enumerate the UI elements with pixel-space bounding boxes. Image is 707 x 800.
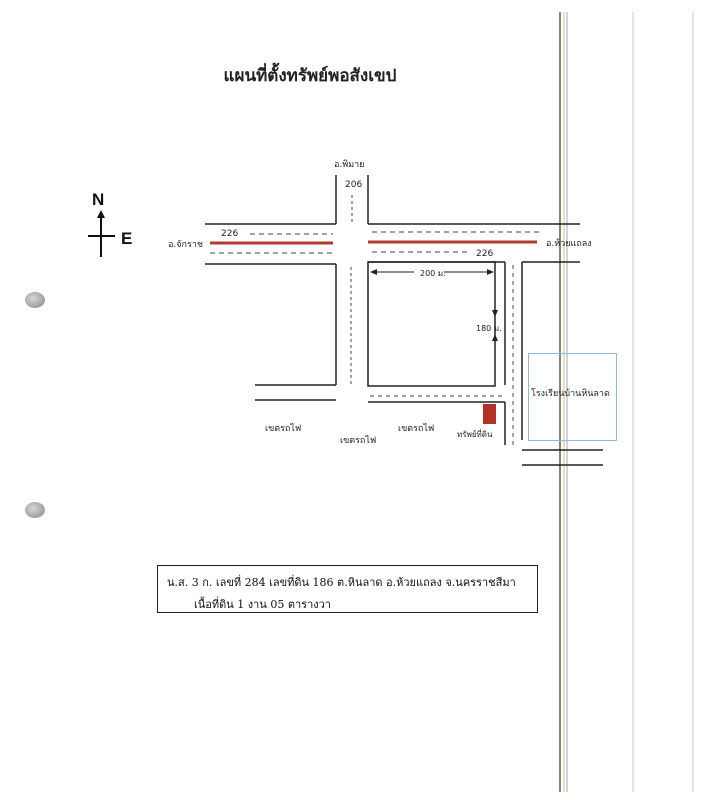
compass-east-label: E [121, 229, 133, 248]
route-226-label-west: 226 [221, 229, 239, 239]
deed-line-2: เนื้อที่ดิน 1 งาน 05 ตารางวา [194, 598, 331, 611]
arrowhead-down-icon [492, 310, 498, 317]
arrowhead-right-icon [487, 269, 494, 275]
route-226-label-east: 226 [476, 249, 494, 259]
railway-label-3: เขตรถไฟ [398, 424, 435, 434]
railway-label-1: เขตรถไฟ [265, 424, 302, 434]
distance-vertical-label: 180 ม. [476, 324, 502, 333]
railway-label-2: เขตรถไฟ [340, 436, 377, 446]
arrowhead-up-icon [492, 334, 498, 341]
destination-east: อ.ห้วยแถลง [546, 239, 592, 249]
destination-north: อ.พิมาย [334, 160, 365, 170]
arrowhead-left-icon [370, 269, 377, 275]
destination-west: อ.จักราช [168, 240, 203, 250]
property-marker [483, 404, 496, 424]
deed-line-1: น.ส. 3 ก. เลขที่ 284 เลขที่ดิน 186 ต.หินลาด อ.ห้วยแถลง จ.นครราชสีมา [167, 576, 516, 589]
compass-north-label: N [92, 190, 105, 209]
school-label: โรงเรียนบ้านหินลาด [531, 389, 610, 399]
property-label: ทรัพย์ที่ดิน [457, 430, 493, 439]
deed-info-box [157, 565, 538, 613]
map-title: แผนที่ตั้งทรัพย์พอสังเขป [223, 66, 397, 86]
distance-horizontal-label: 200 ม. [420, 269, 446, 278]
route-206-label: 206 [345, 180, 363, 190]
